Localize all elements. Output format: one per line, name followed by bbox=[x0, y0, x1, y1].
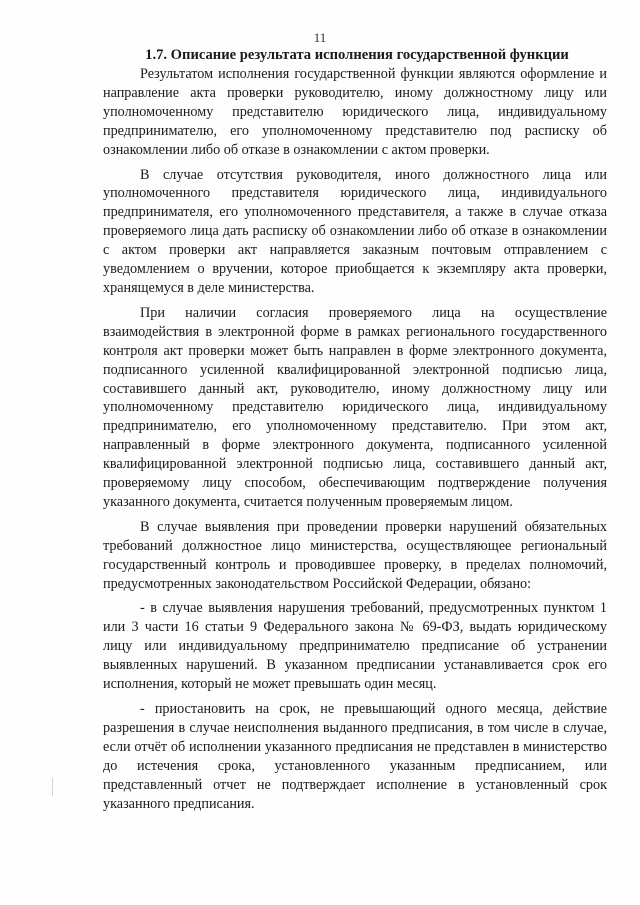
list-item-order: - в случае выявления нарушения требований, предусмотренных пунктом 1 или 3 части 16 статьи 9 Федерального закона № 69-ФЗ, выдать юридическому лицу или индивидуальному предпринимателю предписание об устранении выявленных нарушений. В указанном предписании устанавливается срок его исполнения, который не может превышать один месяц. bbox=[103, 600, 607, 693]
list-item-suspend: - приостановить на срок, не превышающий одного месяца, действие разрешения в случае неисполнения выданного предписания, в том числе в случае, если отчёт об исполнении указанного предписания не представлен в министерство до истечения срока, установленного указанным предписанием, или представленный отчет не подтверждает исполнение в установленный срок указанного предписания. bbox=[103, 701, 607, 812]
paragraph-violations: В случае выявления при проведении проверки нарушений обязательных требований должностное лицо министерства, осуществляющее региональный государственный контроль и проводившее проверку, в пределах полномочий, предусмотренных законодательством Российской Федерации, обязано: bbox=[103, 518, 607, 592]
document-body bbox=[103, 46, 607, 813]
scan-margin-mark bbox=[52, 778, 53, 796]
section-title: 1.7. Описание результата исполнения государственной функции bbox=[145, 47, 569, 63]
paragraph-absence: В случае отсутствия руководителя, иного должностного лица или уполномоченного представителя юридического лица, индивидуального предпринимателя, его уполномоченного представителя, а также в случае отказа проверяемого лица дать расписку об ознакомлении либо об отказе в ознакомлении с актом проверки акт направляется заказным почтовым отправлением с уведомлением о вручении, которое приобщается к экземпляру акта проверки, хранящемуся в деле министерства. bbox=[103, 166, 607, 296]
paragraph-result: Результатом исполнения государственной функции являются оформление и направление акта проверки руководителю, иному должностному лицу или уполномоченному представителю юридического лица, индивидуальному предпринимателю, его уполномоченному представителю под расписку об ознакомлении либо об отказе в ознакомлении с актом проверки. bbox=[103, 66, 607, 158]
page-number: 11 bbox=[313, 30, 327, 45]
paragraph-electronic: При наличии согласия проверяемого лица на осуществление взаимодействия в электронной форме в рамках регионального государственного контроля акт проверки может быть направлен в форме электронного документа, подписанного усиленной квалифицированной электронной подписью лица, составившего данный акт, руководителю, иному должностному лицу или уполномоченному представителю юридического лица, индивидуальному предпринимателю, его уполномоченному представителю. При этом акт, направленный в форме электронного документа, подписанного усиленной квалифицированной электронной подписью лица, составившего данный акт, проверяемому лицу способом, обеспечивающим подтверждение получения указанного документа, считается полученным проверяемым лицом. bbox=[103, 304, 607, 510]
